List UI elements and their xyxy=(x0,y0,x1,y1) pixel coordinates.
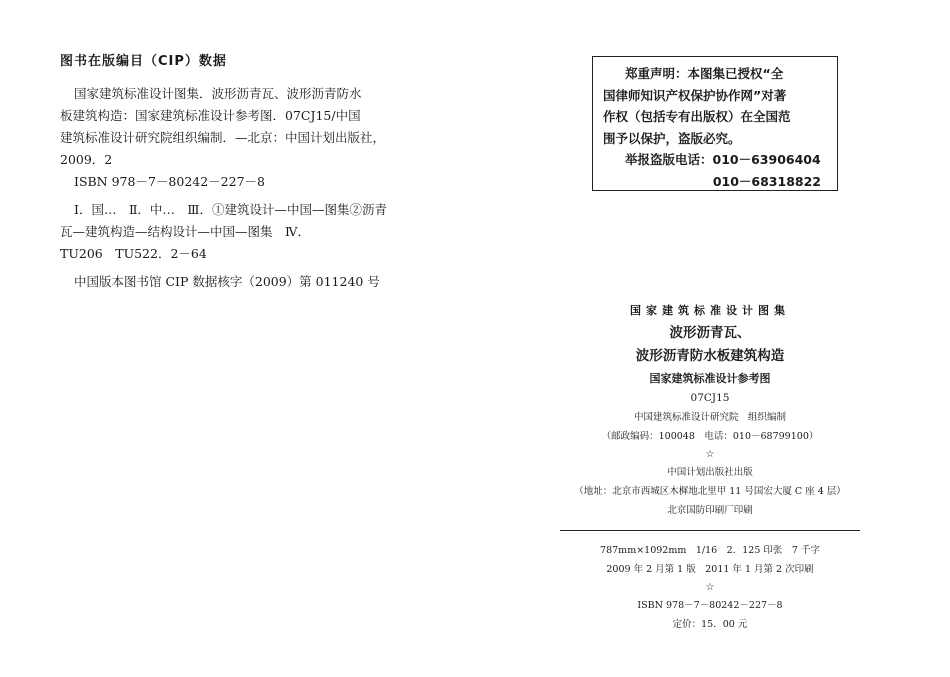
imprint-isbn: ISBN 978－7－80242－227－8 xyxy=(637,600,783,611)
notice-line-1: 郑重声明：本图集已授权“全 xyxy=(625,66,784,81)
cip-entry-line-2: 板建筑构造：国家建筑标准设计参考图．07CJ15/中国 xyxy=(60,108,361,123)
book-subtitle: 国家建筑标准设计参考图 xyxy=(649,372,771,385)
cip-isbn: ISBN 978－7－80242－227－8 xyxy=(74,174,265,189)
cip-entry-line-4: 2009．2 xyxy=(60,152,113,167)
compiler: 中国建筑标准设计研究院 组织编制 xyxy=(633,412,786,423)
cip-subject-line-1: Ⅰ．国… Ⅱ．中… Ⅲ．①建筑设计—中国—图集②沥青 xyxy=(74,202,387,217)
cip-entry-line-3: 建筑标准设计研究院组织编制．—北京：中国计划出版社， xyxy=(60,130,386,145)
publisher-address: （地址：北京市西城区木樨地北里甲 11 号国宏大厦 C 座 4 层） xyxy=(574,486,846,497)
cip-title: 图书在版编目（CIP）数据 xyxy=(60,54,227,69)
book-title-line-1: 波形沥青瓦、 xyxy=(669,325,751,341)
hotline-label: 举报盗版电话： xyxy=(625,152,713,167)
price: 定价：15．00 元 xyxy=(672,619,748,630)
edition-info: 2009 年 2 月第 1 版 2011 年 1 月第 2 次印刷 xyxy=(606,564,814,575)
imprint-block xyxy=(560,300,860,634)
book-title-line-2: 波形沥青防水板建筑构造 xyxy=(635,348,785,364)
book-code: 07CJ15 xyxy=(690,392,730,404)
publisher: 中国计划出版社出版 xyxy=(667,467,753,478)
notice-line-4: 围予以保护，盗版必究。 xyxy=(603,130,741,146)
star-icon: ☆ xyxy=(705,449,715,460)
cip-data-block xyxy=(60,50,440,293)
printer: 北京国防印刷厂印刷 xyxy=(667,505,753,516)
print-specs: 787mm×1092mm 1/16 2．125 印张 7 千字 xyxy=(600,545,820,556)
copyright-notice-box xyxy=(592,56,838,191)
hotline-phone-1: 010－63906404 xyxy=(712,152,821,167)
divider xyxy=(560,530,860,531)
cip-verification: 中国版本图书馆 CIP 数据核字（2009）第 011240 号 xyxy=(74,274,380,289)
compiler-contact: （邮政编码：100048 电话：010－68799100） xyxy=(601,431,819,442)
notice-hotline xyxy=(603,149,829,171)
hotline-phone-2: 010－68318822 xyxy=(712,173,821,189)
notice-line-2: 国律师知识产权保护协作网”对著 xyxy=(603,87,787,103)
star-icon: ☆ xyxy=(705,582,715,593)
notice-line-3: 作权（包括专有出版权）在全国范 xyxy=(603,109,791,124)
cip-entry-line-1: 国家建筑标准设计图集．波形沥青瓦、波形沥青防水 xyxy=(74,86,362,101)
cip-subject-line-3: TU206 TU522．2－64 xyxy=(60,246,207,261)
series-name: 国家建筑标准设计图集 xyxy=(630,304,790,317)
cip-subject-line-2: 瓦—建筑构造—结构设计—中国—图集 Ⅳ． xyxy=(60,224,310,239)
